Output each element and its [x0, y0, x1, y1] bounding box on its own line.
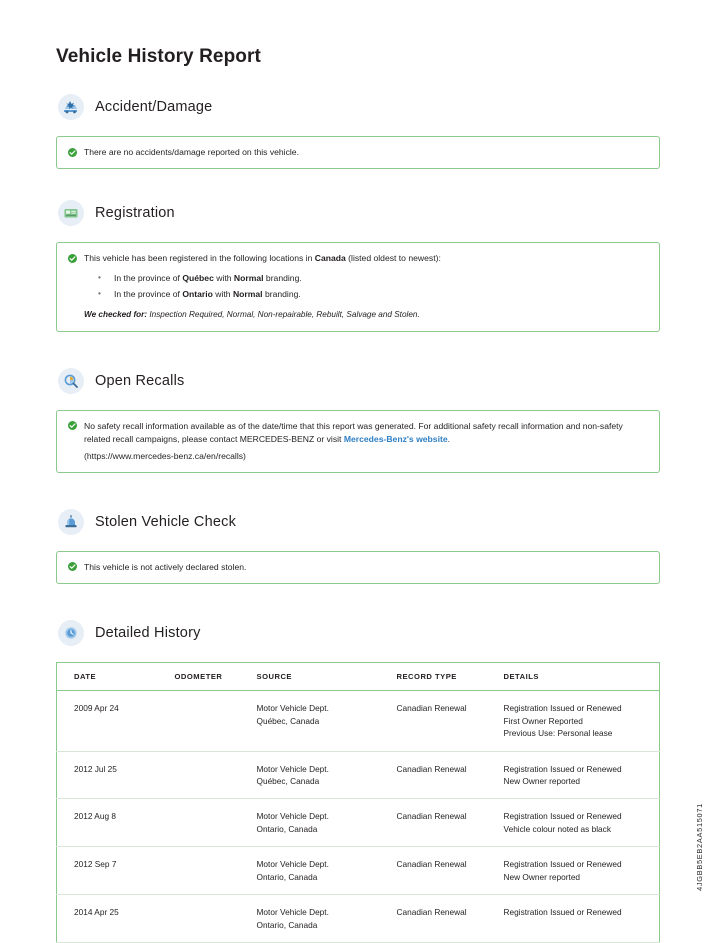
cell-date: 2014 Apr 25 — [57, 895, 175, 943]
cell-details — [504, 799, 660, 847]
source-line: Motor Vehicle Dept. — [256, 811, 329, 822]
check-circle-icon — [68, 254, 77, 263]
mercedes-benz-website-link[interactable]: Mercedes-Benz's website — [343, 434, 448, 445]
callout-text-accident: There are no accidents/damage reported on this vehicle. — [84, 147, 299, 157]
cell-record-type: Canadian Renewal — [397, 895, 504, 943]
callout-registration — [56, 242, 660, 332]
source-line: Québec, Canada — [256, 775, 320, 786]
cell-record-type: Canadian Renewal — [397, 799, 504, 847]
cell-source — [257, 691, 397, 751]
section-header-accident — [58, 94, 660, 120]
registration-details — [84, 252, 647, 322]
table-body — [57, 691, 660, 943]
spacer — [56, 332, 660, 368]
section-title-recalls: Open Recalls — [95, 372, 185, 389]
loc-pre: In the province of — [114, 272, 183, 283]
column-header-odometer: ODOMETER — [175, 663, 257, 691]
detail-line: First Owner Reported — [503, 715, 583, 726]
callout-text-stolen: This vehicle is not actively declared stolen. — [84, 561, 247, 572]
source-line: Motor Vehicle Dept. — [256, 703, 329, 714]
list-item — [98, 288, 647, 301]
registration-intro — [84, 252, 647, 265]
detail-line: Vehicle colour noted as black — [503, 823, 611, 834]
column-header-source: SOURCE — [257, 663, 397, 691]
loc-post: branding. — [263, 272, 302, 283]
callout-recalls — [56, 410, 660, 473]
cell-record-type: Canadian Renewal — [397, 691, 504, 751]
detail-line: Registration Issued or Renewed — [503, 907, 622, 918]
section-title-registration: Registration — [95, 205, 175, 222]
spacer — [56, 169, 660, 200]
cell-source — [257, 847, 397, 895]
registration-intro-post: (listed oldest to newest): — [345, 253, 441, 264]
detail-line: Registration Issued or Renewed — [503, 811, 622, 822]
checked-for-value: Inspection Required, Normal, Non-repairable, Rebuilt, Salvage and Stolen. — [149, 310, 420, 320]
loc-pre: In the province of — [114, 288, 183, 299]
recalls-text — [84, 420, 647, 463]
loc-place: Québec — [182, 272, 214, 283]
cell-odometer — [175, 799, 257, 847]
section-header-stolen — [58, 509, 660, 535]
cell-source — [257, 751, 397, 799]
cell-details — [504, 895, 660, 943]
loc-mid: with — [213, 272, 234, 283]
loc-post: branding. — [262, 288, 301, 299]
page-title: Vehicle History Report — [56, 46, 261, 67]
cell-odometer — [175, 895, 257, 943]
cell-source — [257, 895, 397, 943]
section-open-recalls — [56, 368, 660, 473]
loc-branding: Normal — [232, 288, 263, 299]
section-accident-damage — [56, 94, 660, 169]
recalls-text-after-link: . — [447, 434, 450, 445]
registration-country: Canada — [314, 253, 346, 264]
section-stolen-vehicle-check — [56, 509, 660, 584]
check-circle-icon — [68, 148, 77, 157]
registration-intro-pre: This vehicle has been registered in the following locations in — [84, 253, 315, 264]
table-row — [57, 799, 660, 847]
column-header-details: DETAILS — [504, 663, 660, 691]
cell-date: 2009 Apr 24 — [57, 691, 175, 751]
check-circle-icon — [68, 562, 77, 571]
table-row — [57, 691, 660, 751]
cell-date: 2012 Sep 7 — [57, 847, 175, 895]
cell-record-type: Canadian Renewal — [397, 751, 504, 799]
source-line: Motor Vehicle Dept. — [256, 763, 329, 774]
table-header — [57, 663, 660, 691]
source-line: Québec, Canada — [256, 715, 320, 726]
callout-accident — [56, 136, 660, 169]
callout-stolen — [56, 551, 660, 584]
registration-location-list — [84, 272, 647, 302]
column-header-date: DATE — [57, 663, 175, 691]
column-header-record-type: RECORD TYPE — [397, 663, 504, 691]
car-crash-icon — [58, 94, 84, 120]
cell-details — [504, 847, 660, 895]
source-line: Motor Vehicle Dept. — [256, 907, 329, 918]
cell-odometer — [175, 691, 257, 751]
spacer — [56, 473, 660, 509]
detail-line: Registration Issued or Renewed — [503, 703, 622, 714]
recall-magnifier-icon — [58, 368, 84, 394]
section-registration — [56, 200, 660, 332]
source-line: Ontario, Canada — [256, 823, 318, 834]
checked-for-label: We checked for: — [84, 310, 148, 320]
detail-line: Previous Use: Personal lease — [503, 728, 613, 739]
section-title-detailed-history: Detailed History — [95, 625, 201, 642]
detailed-history-table — [56, 662, 660, 943]
loc-branding: Normal — [233, 272, 264, 283]
history-clock-icon — [58, 620, 84, 646]
cell-source — [257, 799, 397, 847]
table-row — [57, 751, 660, 799]
table-header-row — [57, 663, 660, 691]
cell-date: 2012 Jul 25 — [57, 751, 175, 799]
police-light-icon — [58, 509, 84, 535]
loc-mid: with — [212, 288, 233, 299]
section-header-registration — [58, 200, 660, 226]
cell-date: 2012 Aug 8 — [57, 799, 175, 847]
cell-details — [504, 691, 660, 751]
source-line: Motor Vehicle Dept. — [256, 859, 329, 870]
table-row — [57, 847, 660, 895]
check-circle-icon — [68, 421, 77, 430]
cell-odometer — [175, 847, 257, 895]
cell-odometer — [175, 751, 257, 799]
detailed-history-table-wrap — [56, 662, 660, 943]
loc-place: Ontario — [182, 288, 213, 299]
list-item — [98, 272, 647, 285]
registration-card-icon — [58, 200, 84, 226]
recalls-text-before-link: No safety recall information available as of the date/time that this report was generated. For additional safety recall information and non-safety related recall campaigns, please contact MERCEDES-BENZ or visit — [84, 420, 623, 445]
table-row — [57, 895, 660, 943]
section-title-stolen: Stolen Vehicle Check — [95, 513, 237, 530]
section-title-accident: Accident/Damage — [95, 99, 213, 115]
source-line: Ontario, Canada — [256, 871, 318, 882]
detail-line: New Owner reported — [503, 775, 581, 786]
detail-line: Registration Issued or Renewed — [503, 859, 622, 870]
section-header-recalls — [58, 368, 660, 394]
section-detailed-history — [56, 620, 660, 943]
spacer — [56, 584, 660, 620]
detail-line: New Owner reported — [503, 871, 581, 882]
cell-details — [504, 751, 660, 799]
source-line: Ontario, Canada — [256, 919, 318, 930]
recalls-url: (https://www.mercedes-benz.ca/en/recalls) — [84, 450, 246, 461]
vin-sidebar-text: 4JGBB5EB2AA515071 — [695, 803, 704, 891]
detail-line: Registration Issued or Renewed — [503, 763, 622, 774]
registration-checked-for — [84, 309, 647, 322]
cell-record-type: Canadian Renewal — [397, 847, 504, 895]
section-header-detailed-history — [58, 620, 660, 646]
